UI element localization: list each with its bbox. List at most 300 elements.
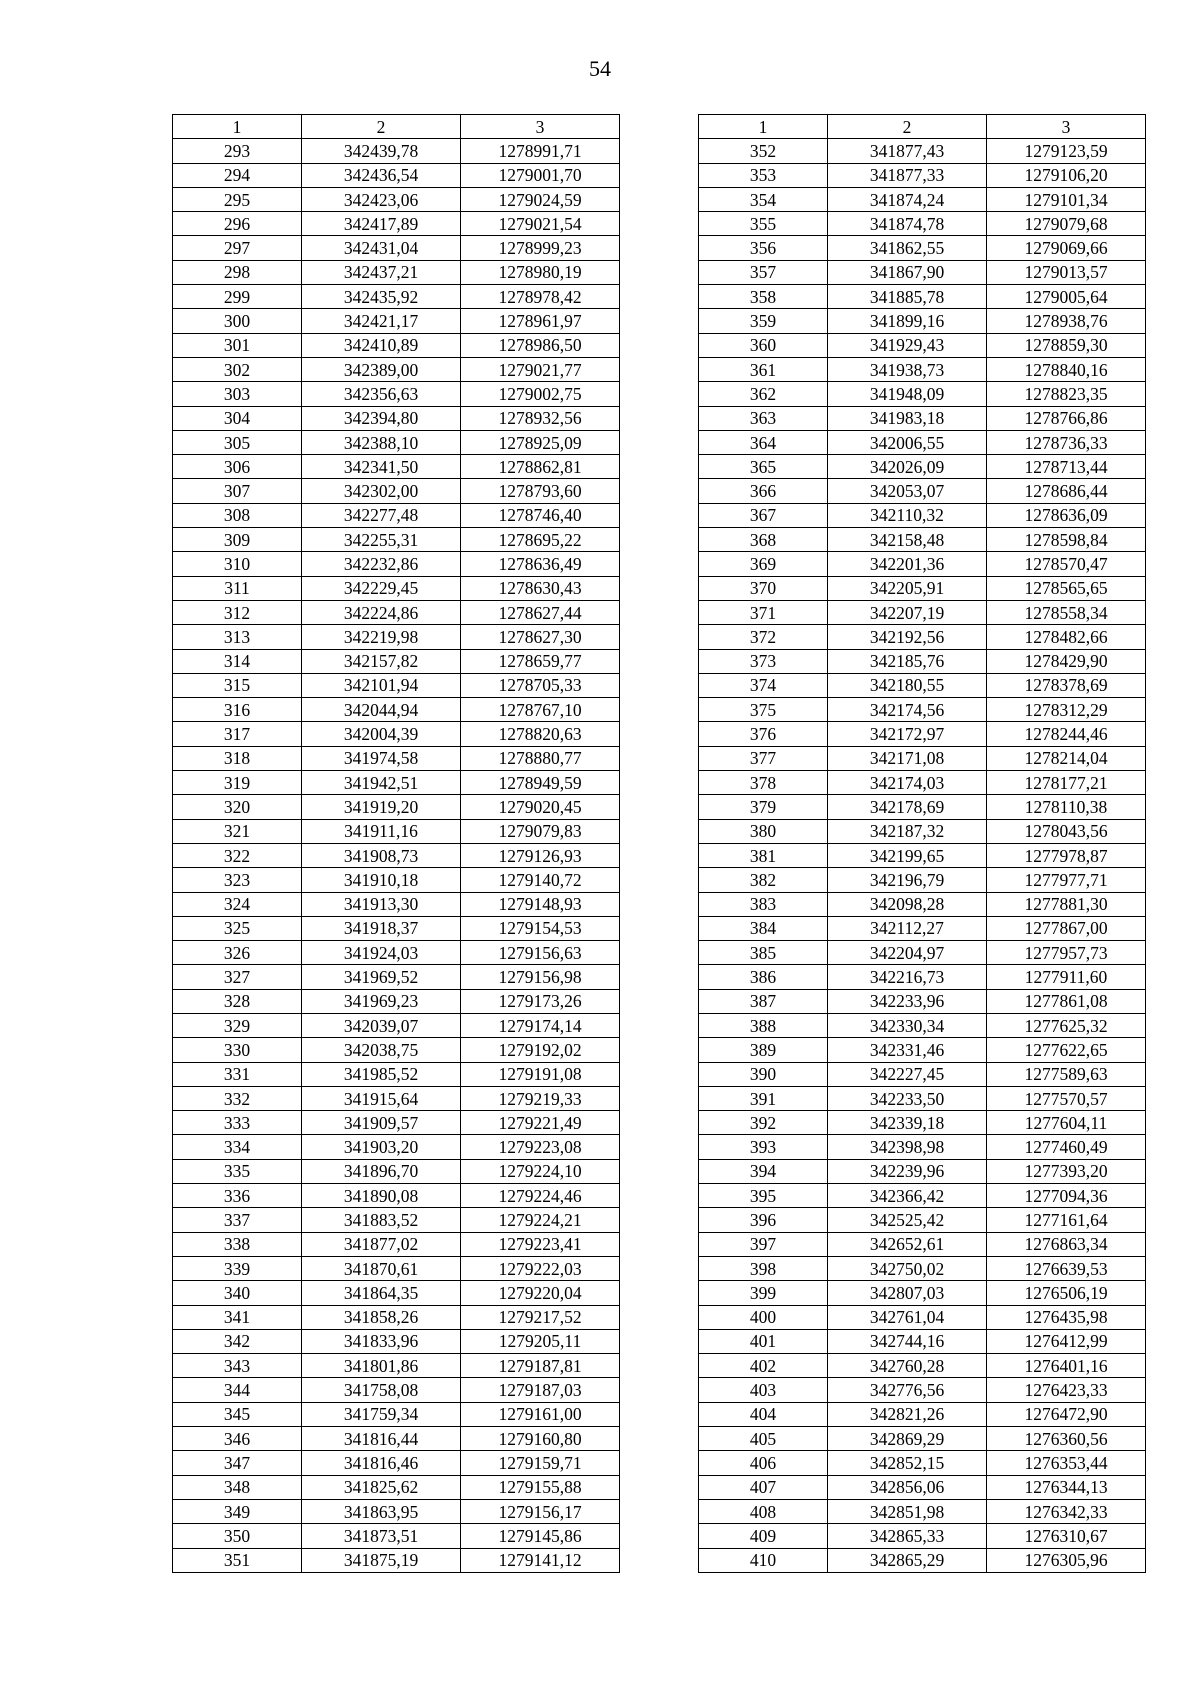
- table-row: [173, 1232, 620, 1256]
- cell-point-number: 345: [173, 1402, 302, 1426]
- cell-x-coordinate: 342192,56: [828, 625, 987, 649]
- table-row: [173, 1378, 620, 1402]
- cell-x-coordinate: 341899,16: [828, 309, 987, 333]
- table-row: [173, 1451, 620, 1475]
- cell-point-number: 321: [173, 819, 302, 843]
- cell-point-number: 302: [173, 357, 302, 381]
- cell-y-coordinate: 1276353,44: [987, 1451, 1146, 1475]
- cell-point-number: 340: [173, 1281, 302, 1305]
- cell-point-number: 332: [173, 1086, 302, 1110]
- column-header-y: 3: [987, 115, 1146, 139]
- table-row: [173, 819, 620, 843]
- cell-y-coordinate: 1278598,84: [987, 528, 1146, 552]
- cell-point-number: 326: [173, 941, 302, 965]
- cell-y-coordinate: 1278627,44: [461, 600, 620, 624]
- cell-point-number: 365: [699, 455, 828, 479]
- cell-point-number: 374: [699, 673, 828, 697]
- table-row: [699, 1427, 1146, 1451]
- cell-point-number: 322: [173, 843, 302, 867]
- cell-point-number: 392: [699, 1111, 828, 1135]
- table-row: [173, 1208, 620, 1232]
- table-row: [173, 1184, 620, 1208]
- cell-y-coordinate: 1278925,09: [461, 430, 620, 454]
- table-row: [699, 357, 1146, 381]
- cell-y-coordinate: 1279024,59: [461, 187, 620, 211]
- cell-x-coordinate: 341816,46: [302, 1451, 461, 1475]
- cell-x-coordinate: 341862,55: [828, 236, 987, 260]
- cell-point-number: 301: [173, 333, 302, 357]
- table-row: [699, 1499, 1146, 1523]
- cell-point-number: 293: [173, 139, 302, 163]
- cell-y-coordinate: 1279021,77: [461, 357, 620, 381]
- cell-point-number: 328: [173, 989, 302, 1013]
- cell-x-coordinate: 341969,23: [302, 989, 461, 1013]
- cell-x-coordinate: 342110,32: [828, 503, 987, 527]
- cell-point-number: 369: [699, 552, 828, 576]
- cell-x-coordinate: 342302,00: [302, 479, 461, 503]
- cell-x-coordinate: 342341,50: [302, 455, 461, 479]
- cell-y-coordinate: 1276310,67: [987, 1524, 1146, 1548]
- table-row: [173, 795, 620, 819]
- cell-point-number: 405: [699, 1427, 828, 1451]
- table-row: [699, 1524, 1146, 1548]
- cell-y-coordinate: 1279191,08: [461, 1062, 620, 1086]
- cell-x-coordinate: 342233,50: [828, 1086, 987, 1110]
- table-row: [173, 309, 620, 333]
- table-row: [173, 1062, 620, 1086]
- cell-point-number: 349: [173, 1499, 302, 1523]
- cell-point-number: 315: [173, 673, 302, 697]
- table-row: [699, 309, 1146, 333]
- cell-y-coordinate: 1279126,93: [461, 843, 620, 867]
- cell-y-coordinate: 1278949,59: [461, 771, 620, 795]
- table-row: [699, 1281, 1146, 1305]
- cell-x-coordinate: 341909,57: [302, 1111, 461, 1135]
- cell-x-coordinate: 342356,63: [302, 382, 461, 406]
- cell-point-number: 408: [699, 1499, 828, 1523]
- cell-point-number: 401: [699, 1329, 828, 1353]
- cell-point-number: 300: [173, 309, 302, 333]
- cell-y-coordinate: 1279145,86: [461, 1524, 620, 1548]
- table-row: [699, 406, 1146, 430]
- table-row: [699, 1329, 1146, 1353]
- cell-x-coordinate: 342852,15: [828, 1451, 987, 1475]
- cell-x-coordinate: 342389,00: [302, 357, 461, 381]
- cell-y-coordinate: 1277861,08: [987, 989, 1146, 1013]
- table-row: [173, 357, 620, 381]
- cell-point-number: 397: [699, 1232, 828, 1256]
- cell-x-coordinate: 342178,69: [828, 795, 987, 819]
- cell-y-coordinate: 1279101,34: [987, 187, 1146, 211]
- cell-y-coordinate: 1277977,71: [987, 868, 1146, 892]
- cell-y-coordinate: 1278214,04: [987, 746, 1146, 770]
- table-row: [173, 965, 620, 989]
- cell-y-coordinate: 1278630,43: [461, 576, 620, 600]
- cell-y-coordinate: 1279140,72: [461, 868, 620, 892]
- table-row: [699, 625, 1146, 649]
- table-row: [173, 479, 620, 503]
- cell-y-coordinate: 1276506,19: [987, 1281, 1146, 1305]
- cell-point-number: 375: [699, 698, 828, 722]
- cell-y-coordinate: 1277622,65: [987, 1038, 1146, 1062]
- cell-x-coordinate: 342187,32: [828, 819, 987, 843]
- table-row: [173, 1475, 620, 1499]
- cell-x-coordinate: 342807,03: [828, 1281, 987, 1305]
- cell-point-number: 384: [699, 916, 828, 940]
- cell-y-coordinate: 1278991,71: [461, 139, 620, 163]
- cell-y-coordinate: 1279220,04: [461, 1281, 620, 1305]
- cell-y-coordinate: 1277978,87: [987, 843, 1146, 867]
- cell-y-coordinate: 1279224,10: [461, 1159, 620, 1183]
- cell-y-coordinate: 1278636,09: [987, 503, 1146, 527]
- cell-y-coordinate: 1278110,38: [987, 795, 1146, 819]
- cell-y-coordinate: 1279079,83: [461, 819, 620, 843]
- cell-y-coordinate: 1277589,63: [987, 1062, 1146, 1086]
- cell-point-number: 347: [173, 1451, 302, 1475]
- cell-x-coordinate: 342277,48: [302, 503, 461, 527]
- cell-point-number: 319: [173, 771, 302, 795]
- table-row: [173, 406, 620, 430]
- table-row: [173, 989, 620, 1013]
- cell-y-coordinate: 1278766,86: [987, 406, 1146, 430]
- cell-x-coordinate: 342180,55: [828, 673, 987, 697]
- cell-point-number: 344: [173, 1378, 302, 1402]
- cell-y-coordinate: 1278961,97: [461, 309, 620, 333]
- cell-y-coordinate: 1279223,08: [461, 1135, 620, 1159]
- table-row: [699, 1354, 1146, 1378]
- cell-y-coordinate: 1278378,69: [987, 673, 1146, 697]
- cell-x-coordinate: 342196,79: [828, 868, 987, 892]
- cell-y-coordinate: 1279013,57: [987, 260, 1146, 284]
- table-row: [173, 430, 620, 454]
- cell-y-coordinate: 1278686,44: [987, 479, 1146, 503]
- table-row: [173, 1329, 620, 1353]
- cell-x-coordinate: 341885,78: [828, 285, 987, 309]
- table-row: [699, 843, 1146, 867]
- table-row: [173, 941, 620, 965]
- cell-point-number: 333: [173, 1111, 302, 1135]
- cell-point-number: 334: [173, 1135, 302, 1159]
- cell-x-coordinate: 341983,18: [828, 406, 987, 430]
- table-row: [173, 771, 620, 795]
- table-row: [699, 941, 1146, 965]
- cell-y-coordinate: 1279106,20: [987, 163, 1146, 187]
- table-row: [173, 1256, 620, 1280]
- cell-x-coordinate: 342227,45: [828, 1062, 987, 1086]
- cell-point-number: 406: [699, 1451, 828, 1475]
- cell-point-number: 314: [173, 649, 302, 673]
- cell-y-coordinate: 1278177,21: [987, 771, 1146, 795]
- cell-point-number: 380: [699, 819, 828, 843]
- table-row: [173, 843, 620, 867]
- cell-y-coordinate: 1276435,98: [987, 1305, 1146, 1329]
- cell-x-coordinate: 342039,07: [302, 1013, 461, 1037]
- cell-point-number: 398: [699, 1256, 828, 1280]
- column-header-point-number: 1: [699, 115, 828, 139]
- table-row: [699, 260, 1146, 284]
- cell-x-coordinate: 341913,30: [302, 892, 461, 916]
- cell-y-coordinate: 1278736,33: [987, 430, 1146, 454]
- cell-point-number: 410: [699, 1548, 828, 1572]
- cell-x-coordinate: 342172,97: [828, 722, 987, 746]
- table-row: [699, 916, 1146, 940]
- cell-point-number: 330: [173, 1038, 302, 1062]
- table-row: [699, 746, 1146, 770]
- cell-point-number: 368: [699, 528, 828, 552]
- cell-y-coordinate: 1278713,44: [987, 455, 1146, 479]
- cell-point-number: 320: [173, 795, 302, 819]
- table-row: [699, 187, 1146, 211]
- cell-y-coordinate: 1278558,34: [987, 600, 1146, 624]
- cell-y-coordinate: 1278823,35: [987, 382, 1146, 406]
- table-row: [699, 212, 1146, 236]
- table-row: [173, 1305, 620, 1329]
- table-row: [699, 1305, 1146, 1329]
- table-row: [699, 528, 1146, 552]
- cell-y-coordinate: 1277161,64: [987, 1208, 1146, 1232]
- cell-x-coordinate: 341896,70: [302, 1159, 461, 1183]
- cell-point-number: 358: [699, 285, 828, 309]
- table-row: [173, 1135, 620, 1159]
- table-row: [173, 649, 620, 673]
- cell-x-coordinate: 342865,29: [828, 1548, 987, 1572]
- cell-y-coordinate: 1277881,30: [987, 892, 1146, 916]
- cell-point-number: 391: [699, 1086, 828, 1110]
- cell-x-coordinate: 342436,54: [302, 163, 461, 187]
- cell-y-coordinate: 1278938,76: [987, 309, 1146, 333]
- cell-x-coordinate: 341908,73: [302, 843, 461, 867]
- cell-point-number: 367: [699, 503, 828, 527]
- cell-point-number: 361: [699, 357, 828, 381]
- table-row: [699, 1208, 1146, 1232]
- cell-x-coordinate: 341833,96: [302, 1329, 461, 1353]
- cell-y-coordinate: 1278793,60: [461, 479, 620, 503]
- cell-point-number: 373: [699, 649, 828, 673]
- cell-point-number: 329: [173, 1013, 302, 1037]
- table-row: [699, 965, 1146, 989]
- cell-x-coordinate: 342869,29: [828, 1427, 987, 1451]
- cell-x-coordinate: 341985,52: [302, 1062, 461, 1086]
- cell-x-coordinate: 342239,96: [828, 1159, 987, 1183]
- table-row: [173, 163, 620, 187]
- cell-x-coordinate: 341918,37: [302, 916, 461, 940]
- cell-y-coordinate: 1278627,30: [461, 625, 620, 649]
- table-row: [173, 503, 620, 527]
- table-row: [699, 673, 1146, 697]
- cell-y-coordinate: 1276863,34: [987, 1232, 1146, 1256]
- cell-point-number: 304: [173, 406, 302, 430]
- cell-x-coordinate: 342744,16: [828, 1329, 987, 1353]
- cell-y-coordinate: 1279148,93: [461, 892, 620, 916]
- cell-y-coordinate: 1276401,16: [987, 1354, 1146, 1378]
- cell-x-coordinate: 341929,43: [828, 333, 987, 357]
- cell-x-coordinate: 342201,36: [828, 552, 987, 576]
- cell-x-coordinate: 341910,18: [302, 868, 461, 892]
- cell-x-coordinate: 342417,89: [302, 212, 461, 236]
- cell-x-coordinate: 341883,52: [302, 1208, 461, 1232]
- cell-x-coordinate: 341758,08: [302, 1378, 461, 1402]
- cell-y-coordinate: 1278932,56: [461, 406, 620, 430]
- cell-y-coordinate: 1279224,21: [461, 1208, 620, 1232]
- cell-y-coordinate: 1277460,49: [987, 1135, 1146, 1159]
- cell-y-coordinate: 1277625,32: [987, 1013, 1146, 1037]
- table-row: [699, 1038, 1146, 1062]
- cell-y-coordinate: 1278767,10: [461, 698, 620, 722]
- table-row: [699, 285, 1146, 309]
- table-row: [173, 892, 620, 916]
- cell-x-coordinate: 341915,64: [302, 1086, 461, 1110]
- cell-x-coordinate: 342101,94: [302, 673, 461, 697]
- table-row: [173, 139, 620, 163]
- cell-x-coordinate: 341919,20: [302, 795, 461, 819]
- table-row: [699, 989, 1146, 1013]
- cell-x-coordinate: 342398,98: [828, 1135, 987, 1159]
- cell-point-number: 339: [173, 1256, 302, 1280]
- cell-x-coordinate: 341816,44: [302, 1427, 461, 1451]
- cell-point-number: 378: [699, 771, 828, 795]
- cell-x-coordinate: 342112,27: [828, 916, 987, 940]
- cell-x-coordinate: 342204,97: [828, 941, 987, 965]
- cell-point-number: 310: [173, 552, 302, 576]
- cell-x-coordinate: 342394,80: [302, 406, 461, 430]
- cell-point-number: 296: [173, 212, 302, 236]
- cell-point-number: 337: [173, 1208, 302, 1232]
- cell-x-coordinate: 342431,04: [302, 236, 461, 260]
- cell-y-coordinate: 1279005,64: [987, 285, 1146, 309]
- table-row: [699, 163, 1146, 187]
- cell-x-coordinate: 342006,55: [828, 430, 987, 454]
- cell-point-number: 342: [173, 1329, 302, 1353]
- cell-y-coordinate: 1278482,66: [987, 625, 1146, 649]
- table-row: [699, 576, 1146, 600]
- cell-point-number: 313: [173, 625, 302, 649]
- cell-point-number: 394: [699, 1159, 828, 1183]
- cell-y-coordinate: 1279219,33: [461, 1086, 620, 1110]
- cell-y-coordinate: 1279161,00: [461, 1402, 620, 1426]
- cell-y-coordinate: 1278705,33: [461, 673, 620, 697]
- cell-y-coordinate: 1279217,52: [461, 1305, 620, 1329]
- cell-point-number: 407: [699, 1475, 828, 1499]
- table-row: [699, 1111, 1146, 1135]
- table-row: [699, 600, 1146, 624]
- cell-x-coordinate: 342435,92: [302, 285, 461, 309]
- table-row: [699, 1062, 1146, 1086]
- cell-y-coordinate: 1278880,77: [461, 746, 620, 770]
- cell-x-coordinate: 341942,51: [302, 771, 461, 795]
- cell-y-coordinate: 1278980,19: [461, 260, 620, 284]
- cell-point-number: 364: [699, 430, 828, 454]
- table-row: [173, 1086, 620, 1110]
- cell-point-number: 352: [699, 139, 828, 163]
- cell-x-coordinate: 342044,94: [302, 698, 461, 722]
- table-row: [173, 1038, 620, 1062]
- table-row: [699, 1013, 1146, 1037]
- cell-point-number: 376: [699, 722, 828, 746]
- cell-point-number: 294: [173, 163, 302, 187]
- cell-point-number: 298: [173, 260, 302, 284]
- cell-x-coordinate: 342174,56: [828, 698, 987, 722]
- cell-x-coordinate: 341874,78: [828, 212, 987, 236]
- cell-y-coordinate: 1278312,29: [987, 698, 1146, 722]
- cell-x-coordinate: 341825,62: [302, 1475, 461, 1499]
- cell-y-coordinate: 1279173,26: [461, 989, 620, 1013]
- cell-y-coordinate: 1276360,56: [987, 1427, 1146, 1451]
- cell-y-coordinate: 1279223,41: [461, 1232, 620, 1256]
- table-row: [699, 382, 1146, 406]
- table-row: [173, 260, 620, 284]
- cell-y-coordinate: 1278820,63: [461, 722, 620, 746]
- cell-y-coordinate: 1279187,81: [461, 1354, 620, 1378]
- table-row: [173, 625, 620, 649]
- cell-x-coordinate: 342339,18: [828, 1111, 987, 1135]
- cell-point-number: 357: [699, 260, 828, 284]
- cell-x-coordinate: 342525,42: [828, 1208, 987, 1232]
- cell-x-coordinate: 342652,61: [828, 1232, 987, 1256]
- table-row: [699, 892, 1146, 916]
- cell-y-coordinate: 1278429,90: [987, 649, 1146, 673]
- cell-point-number: 348: [173, 1475, 302, 1499]
- cell-x-coordinate: 342750,02: [828, 1256, 987, 1280]
- cell-y-coordinate: 1276472,90: [987, 1402, 1146, 1426]
- cell-point-number: 363: [699, 406, 828, 430]
- cell-y-coordinate: 1279079,68: [987, 212, 1146, 236]
- cell-y-coordinate: 1277570,57: [987, 1086, 1146, 1110]
- table-row: [173, 187, 620, 211]
- cell-x-coordinate: 342205,91: [828, 576, 987, 600]
- cell-point-number: 325: [173, 916, 302, 940]
- cell-y-coordinate: 1279021,54: [461, 212, 620, 236]
- table-row: [173, 600, 620, 624]
- cell-x-coordinate: 341858,26: [302, 1305, 461, 1329]
- cell-point-number: 318: [173, 746, 302, 770]
- cell-x-coordinate: 341870,61: [302, 1256, 461, 1280]
- cell-x-coordinate: 342174,03: [828, 771, 987, 795]
- table-row: [699, 139, 1146, 163]
- cell-point-number: 403: [699, 1378, 828, 1402]
- table-row: [699, 1135, 1146, 1159]
- cell-point-number: 311: [173, 576, 302, 600]
- cell-y-coordinate: 1278999,23: [461, 236, 620, 260]
- cell-point-number: 383: [699, 892, 828, 916]
- cell-y-coordinate: 1278659,77: [461, 649, 620, 673]
- cell-point-number: 360: [699, 333, 828, 357]
- cell-point-number: 395: [699, 1184, 828, 1208]
- column-header-x: 2: [302, 115, 461, 139]
- cell-y-coordinate: 1278862,81: [461, 455, 620, 479]
- cell-y-coordinate: 1279156,98: [461, 965, 620, 989]
- cell-x-coordinate: 342233,96: [828, 989, 987, 1013]
- cell-x-coordinate: 342760,28: [828, 1354, 987, 1378]
- cell-x-coordinate: 342439,78: [302, 139, 461, 163]
- cell-point-number: 402: [699, 1354, 828, 1378]
- table-row: [173, 236, 620, 260]
- cell-point-number: 356: [699, 236, 828, 260]
- cell-point-number: 299: [173, 285, 302, 309]
- cell-x-coordinate: 342366,42: [828, 1184, 987, 1208]
- table-row: [699, 1086, 1146, 1110]
- table-row: [699, 1184, 1146, 1208]
- cell-x-coordinate: 342026,09: [828, 455, 987, 479]
- cell-point-number: 409: [699, 1524, 828, 1548]
- cell-x-coordinate: 341875,19: [302, 1548, 461, 1572]
- cell-y-coordinate: 1278859,30: [987, 333, 1146, 357]
- cell-point-number: 359: [699, 309, 828, 333]
- cell-x-coordinate: 342224,86: [302, 600, 461, 624]
- cell-x-coordinate: 342761,04: [828, 1305, 987, 1329]
- cell-x-coordinate: 342038,75: [302, 1038, 461, 1062]
- cell-x-coordinate: 342229,45: [302, 576, 461, 600]
- cell-y-coordinate: 1279020,45: [461, 795, 620, 819]
